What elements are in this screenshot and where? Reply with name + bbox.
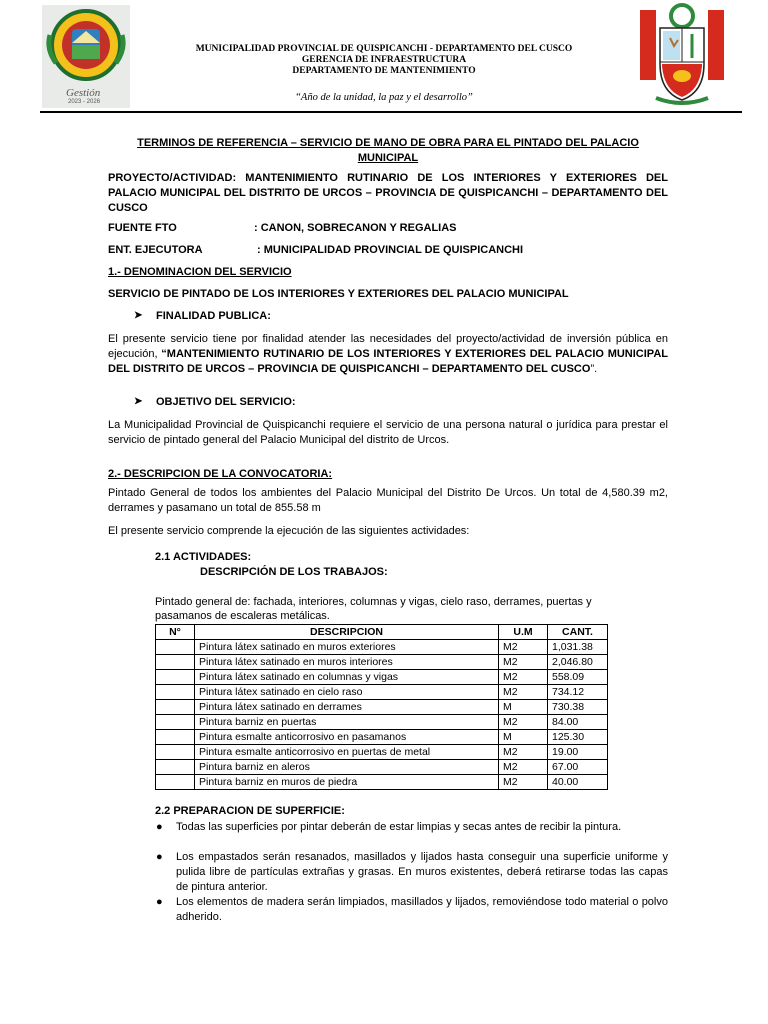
cell-unit: M2 bbox=[499, 760, 548, 775]
cell-description: Pintura esmalte anticorrosivo en pasamanos bbox=[195, 730, 499, 745]
cell-quantity: 558.09 bbox=[548, 670, 608, 685]
finalidad-text-b: “MANTENIMIENTO RUTINARIO DE LOS INTERIORES Y EXTERIORES DEL PALACIO MUNICIPAL DEL DISTRITO DE URCOS – PROVINCIA DE QUISPICANCHI – DEPARTAMENTO DEL CUSCO bbox=[108, 348, 668, 375]
list-item bbox=[156, 820, 668, 835]
col-description-header: DESCRIPCION bbox=[195, 625, 499, 640]
cell-quantity: 67.00 bbox=[548, 760, 608, 775]
cell-description: Pintura látex satinado en muros interiores bbox=[195, 655, 499, 670]
cell-quantity: 40.00 bbox=[548, 775, 608, 790]
cell-number bbox=[156, 775, 195, 790]
cell-number bbox=[156, 640, 195, 655]
cell-number bbox=[156, 655, 195, 670]
table-row bbox=[156, 670, 608, 685]
bullet-dot-icon: ● bbox=[156, 896, 163, 908]
table-row bbox=[156, 775, 608, 790]
ejecutora-value: : MUNICIPALIDAD PROVINCIAL DE QUISPICANCHI bbox=[257, 244, 524, 256]
table-row bbox=[156, 700, 608, 715]
cell-description: Pintura barniz en muros de piedra bbox=[195, 775, 499, 790]
cell-unit: M bbox=[499, 730, 548, 745]
header-motto: “Año de la unidad, la paz y el desarrollo” bbox=[295, 92, 473, 103]
trabajos-heading: DESCRIPCIÓN DE LOS TRABAJOS: bbox=[200, 566, 388, 578]
finalidad-text-c: ”. bbox=[590, 363, 598, 375]
logo-years-text: 2023 - 2026 bbox=[68, 99, 101, 105]
subsection-2-1: 2.1 ACTIVIDADES: bbox=[155, 551, 252, 563]
title-line-1: TERMINOS DE REFERENCIA – SERVICIO DE MANO DE OBRA PARA EL PINTADO DEL PALACIO bbox=[137, 137, 639, 149]
table-row bbox=[156, 745, 608, 760]
cell-description: Pintura látex satinado en muros exteriores bbox=[195, 640, 499, 655]
cell-unit: M2 bbox=[499, 670, 548, 685]
cell-unit: M2 bbox=[499, 775, 548, 790]
actividades-intro: El presente servicio comprende la ejecución de las siguientes actividades: bbox=[108, 525, 470, 537]
fuente-label: FUENTE FTO bbox=[108, 222, 177, 234]
list-item bbox=[156, 895, 668, 925]
cell-quantity: 125.30 bbox=[548, 730, 608, 745]
cell-description: Pintura barniz en puertas bbox=[195, 715, 499, 730]
table-row bbox=[156, 730, 608, 745]
col-number-header: N° bbox=[156, 625, 195, 640]
cell-unit: M2 bbox=[499, 715, 548, 730]
peru-coat-of-arms bbox=[634, 2, 730, 108]
municipal-logo bbox=[42, 5, 130, 108]
arrow-bullet-icon: ➤ bbox=[134, 310, 143, 321]
national-shield-icon bbox=[634, 2, 730, 108]
title-line-2: MUNICIPAL bbox=[357, 152, 419, 164]
cell-unit: M bbox=[499, 700, 548, 715]
section-1-heading: 1.- DENOMINACION DEL SERVICIO bbox=[108, 266, 292, 278]
finalidad-paragraph bbox=[108, 332, 668, 377]
table-row bbox=[156, 760, 608, 775]
table-row bbox=[156, 715, 608, 730]
cell-unit: M2 bbox=[499, 655, 548, 670]
header-line-3: DEPARTAMENTO DE MANTENIMIENTO bbox=[292, 66, 476, 76]
table-header-row bbox=[156, 625, 608, 640]
finalidad-text-a: El presente servicio tiene por finalidad atender las necesidades del proyecto/actividad de inversión pública en ejecución, bbox=[108, 333, 668, 360]
cell-quantity: 730.38 bbox=[548, 700, 608, 715]
trabajos-intro: Pintado general de: fachada, interiores, columnas y vigas, cielo raso, derrames, puertas y pasamanos de escaleras metálicas. bbox=[155, 596, 592, 622]
bullet-dot-icon: ● bbox=[156, 851, 163, 863]
header-line-1: MUNICIPALIDAD PROVINCIAL DE QUISPICANCHI - DEPARTAMENTO DEL CUSCO bbox=[195, 44, 573, 54]
cell-description: Pintura esmalte anticorrosivo en puertas de metal bbox=[195, 745, 499, 760]
objetivo-paragraph: La Municipalidad Provincial de Quispicanchi requiere el servicio de una persona natural o jurídica para prestar el servicio de pintado general del Palacio Municipal del distrito de Urcos. bbox=[108, 419, 668, 446]
ejecutora-label: ENT. EJECUTORA bbox=[108, 244, 203, 256]
table-row bbox=[156, 640, 608, 655]
col-unit-header: U.M bbox=[499, 625, 548, 640]
cell-quantity: 19.00 bbox=[548, 745, 608, 760]
cell-description: Pintura barniz en aleros bbox=[195, 760, 499, 775]
cell-number bbox=[156, 715, 195, 730]
cell-quantity: 2,046.80 bbox=[548, 655, 608, 670]
cell-unit: M2 bbox=[499, 685, 548, 700]
bullet-text: Los elementos de madera serán limpiados, masillados y lijados, removiéndose todo material o polvo adherido. bbox=[176, 896, 668, 923]
cell-description: Pintura látex satinado en derrames bbox=[195, 700, 499, 715]
header-rule bbox=[40, 111, 742, 113]
service-name: SERVICIO DE PINTADO DE LOS INTERIORES Y EXTERIORES DEL PALACIO MUNICIPAL bbox=[108, 288, 569, 300]
document-title bbox=[108, 136, 668, 166]
col-quantity-header: CANT. bbox=[548, 625, 608, 640]
header-line-2: GERENCIA DE INFRAESTRUCTURA bbox=[301, 55, 467, 65]
bullet-text: Los empastados serán resanados, masillados y lijados hasta conseguir una superficie uniforme y pulida libre de partículas extrañas y grasas. En muros existentes, deberá retirarse todas las capas de pintura anterior. bbox=[176, 851, 668, 893]
cell-description: Pintura látex satinado en cielo raso bbox=[195, 685, 499, 700]
logo-gestion-text: Gestión bbox=[66, 87, 101, 99]
cell-number bbox=[156, 745, 195, 760]
cell-number bbox=[156, 670, 195, 685]
table-row bbox=[156, 655, 608, 670]
cell-number bbox=[156, 700, 195, 715]
bullet-text: Todas las superficies por pintar deberán de estar limpias y secas antes de recibir la pintura. bbox=[176, 821, 622, 833]
cell-unit: M2 bbox=[499, 640, 548, 655]
cell-description: Pintura látex satinado en columnas y vigas bbox=[195, 670, 499, 685]
convocatoria-paragraph: Pintado General de todos los ambientes del Palacio Municipal del Distrito De Urcos. Un total de 4,580.39 m2, derrames y pasamano un total de 855.58 m bbox=[108, 487, 668, 514]
bullet-dot-icon: ● bbox=[156, 821, 163, 833]
arrow-bullet-icon: ➤ bbox=[134, 396, 143, 407]
list-item bbox=[156, 850, 668, 895]
cell-unit: M2 bbox=[499, 745, 548, 760]
cell-quantity: 84.00 bbox=[548, 715, 608, 730]
proyecto-paragraph: PROYECTO/ACTIVIDAD: MANTENIMIENTO RUTINARIO DE LOS INTERIORES Y EXTERIORES DEL PALACIO MUNICIPAL DEL DISTRITO DE URCOS – PROVINCIA DE QUISPICANCHI – DEPARTAMENTO DEL CUSCO bbox=[108, 172, 668, 214]
cell-quantity: 734.12 bbox=[548, 685, 608, 700]
works-table bbox=[155, 624, 608, 790]
section-2-heading: 2.- DESCRIPCION DE LA CONVOCATORIA: bbox=[108, 468, 333, 480]
cell-number bbox=[156, 760, 195, 775]
cell-number bbox=[156, 730, 195, 745]
finalidad-heading: FINALIDAD PUBLICA: bbox=[156, 310, 271, 322]
subsection-2-2: 2.2 PREPARACION DE SUPERFICIE: bbox=[155, 805, 345, 817]
objetivo-heading: OBJETIVO DEL SERVICIO: bbox=[156, 396, 296, 408]
table-row bbox=[156, 685, 608, 700]
cell-quantity: 1,031.38 bbox=[548, 640, 608, 655]
fuente-value: : CANON, SOBRECANON Y REGALIAS bbox=[254, 222, 457, 234]
cell-number bbox=[156, 685, 195, 700]
